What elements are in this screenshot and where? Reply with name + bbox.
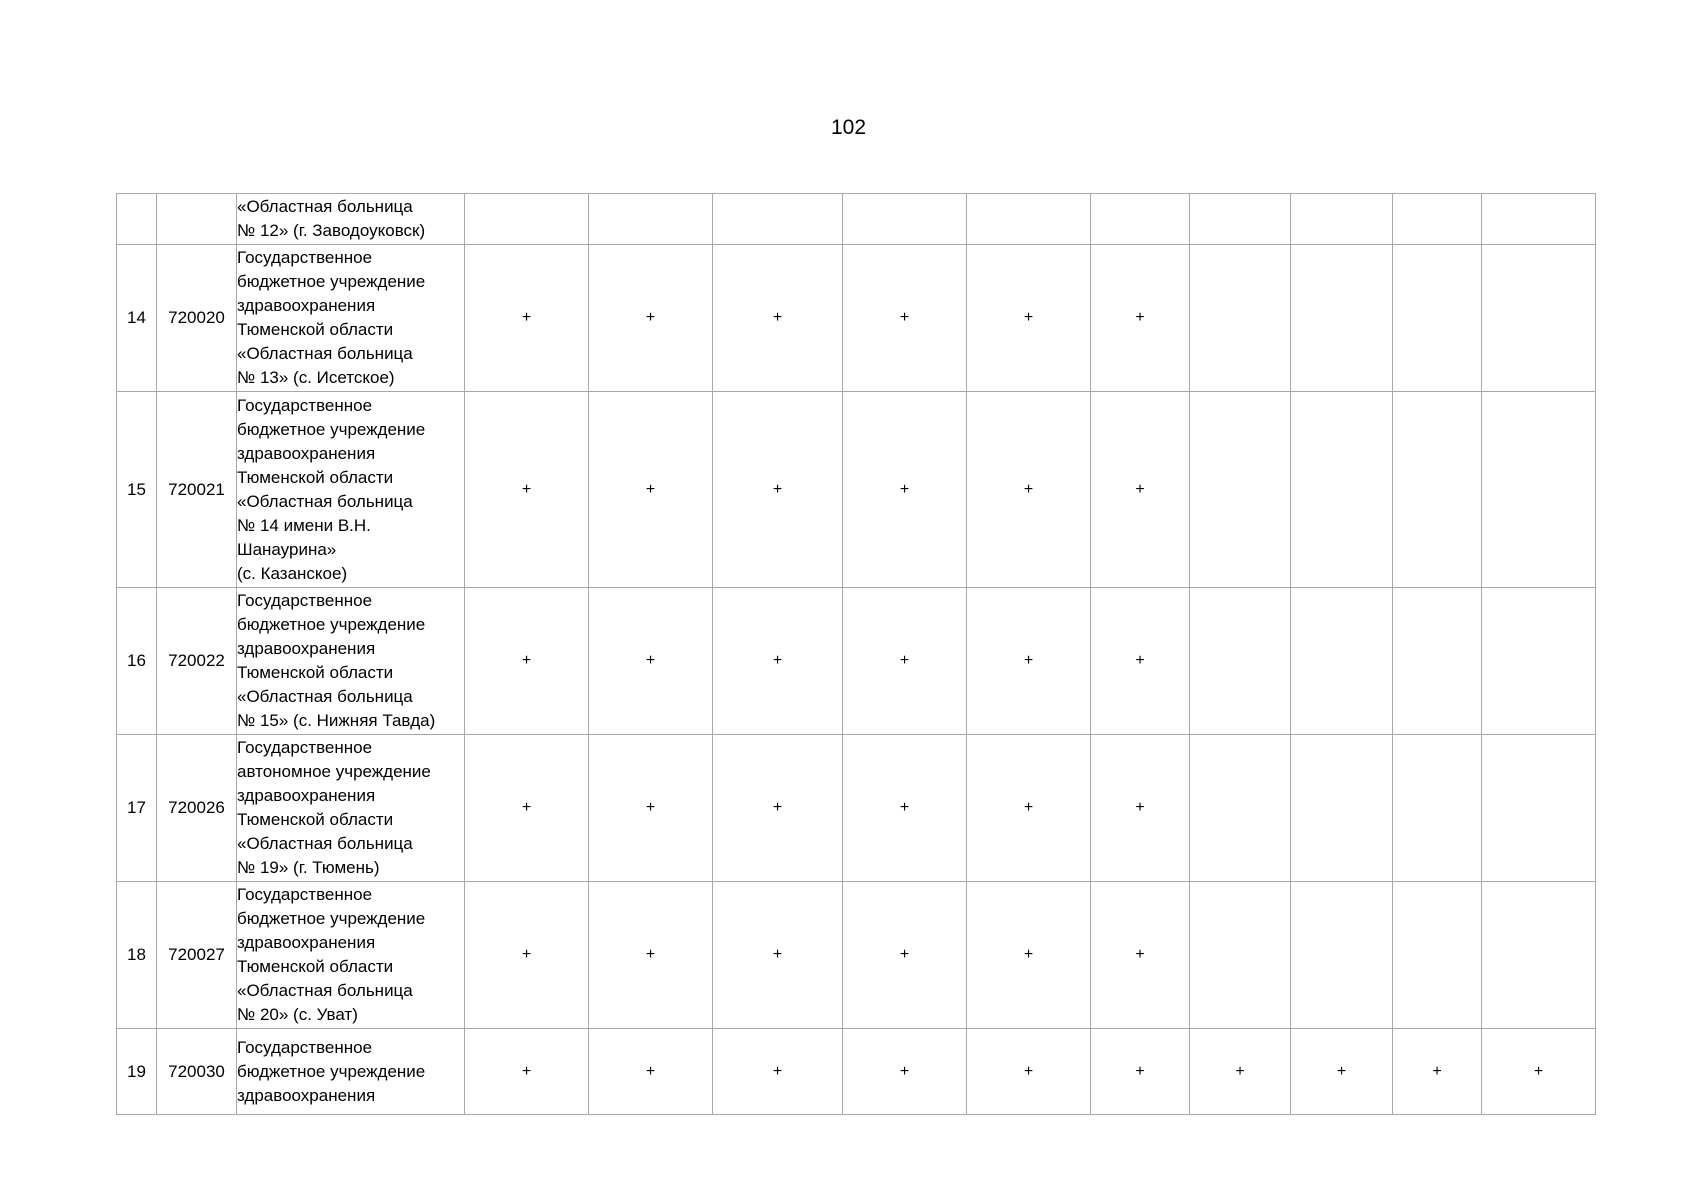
mark-cell: + (713, 882, 843, 1029)
mark-cell (1190, 392, 1291, 588)
mark-cell (967, 194, 1091, 245)
mark-cell (1190, 588, 1291, 735)
table-row (117, 194, 1596, 245)
mark-cell (1393, 194, 1482, 245)
data-table (116, 193, 1596, 1115)
mark-cell (1190, 882, 1291, 1029)
mark-cell: + (713, 588, 843, 735)
mark-cell: + (843, 882, 967, 1029)
mark-cell: + (1091, 245, 1190, 392)
mark-cell: + (843, 1029, 967, 1115)
organization-name: «Областная больница № 12» (г. Заводоуковск) (237, 194, 465, 245)
table-row (117, 735, 1596, 882)
mark-cell: + (713, 1029, 843, 1115)
table-row (117, 245, 1596, 392)
organization-code: 720020 (157, 245, 237, 392)
mark-cell: + (967, 588, 1091, 735)
mark-cell (465, 194, 589, 245)
mark-cell (1482, 588, 1596, 735)
organization-code: 720026 (157, 735, 237, 882)
mark-cell: + (843, 588, 967, 735)
mark-cell: + (967, 882, 1091, 1029)
mark-cell (1393, 735, 1482, 882)
mark-cell (1482, 735, 1596, 882)
mark-cell (1393, 882, 1482, 1029)
table-row (117, 588, 1596, 735)
mark-cell (1482, 882, 1596, 1029)
row-number: 18 (117, 882, 157, 1029)
mark-cell (1291, 588, 1393, 735)
mark-cell: + (465, 392, 589, 588)
organization-name: Государственное бюджетное учреждение здравоохранения Тюменской области «Областная больница № 20» (с. Уват) (237, 882, 465, 1029)
mark-cell: + (713, 735, 843, 882)
mark-cell: + (967, 245, 1091, 392)
mark-cell: + (465, 245, 589, 392)
mark-cell (589, 194, 713, 245)
mark-cell (1190, 194, 1291, 245)
row-number: 15 (117, 392, 157, 588)
mark-cell (1291, 735, 1393, 882)
organization-code: 720021 (157, 392, 237, 588)
row-number: 16 (117, 588, 157, 735)
mark-cell: + (465, 882, 589, 1029)
mark-cell: + (1393, 1029, 1482, 1115)
mark-cell: + (843, 245, 967, 392)
mark-cell: + (713, 245, 843, 392)
mark-cell (1393, 392, 1482, 588)
organization-code: 720027 (157, 882, 237, 1029)
mark-cell: + (589, 392, 713, 588)
organization-name: Государственное бюджетное учреждение здравоохранения (237, 1029, 465, 1115)
mark-cell (1091, 194, 1190, 245)
mark-cell (1291, 392, 1393, 588)
mark-cell: + (1291, 1029, 1393, 1115)
mark-cell: + (967, 392, 1091, 588)
mark-cell (1393, 245, 1482, 392)
row-number (117, 194, 157, 245)
mark-cell (843, 194, 967, 245)
mark-cell: + (1091, 1029, 1190, 1115)
organization-name: Государственное бюджетное учреждение здравоохранения Тюменской области «Областная больница № 13» (с. Исетское) (237, 245, 465, 392)
mark-cell: + (589, 882, 713, 1029)
mark-cell (1190, 735, 1291, 882)
mark-cell: + (1091, 735, 1190, 882)
organization-code: 720022 (157, 588, 237, 735)
mark-cell: + (843, 392, 967, 588)
table-row (117, 1029, 1596, 1115)
mark-cell: + (589, 588, 713, 735)
mark-cell: + (1091, 588, 1190, 735)
mark-cell (713, 194, 843, 245)
mark-cell: + (1091, 882, 1190, 1029)
row-number: 17 (117, 735, 157, 882)
mark-cell: + (589, 735, 713, 882)
mark-cell: + (1190, 1029, 1291, 1115)
mark-cell: + (713, 392, 843, 588)
mark-cell (1291, 194, 1393, 245)
table-row (117, 882, 1596, 1029)
organization-code: 720030 (157, 1029, 237, 1115)
table-row (117, 392, 1596, 588)
mark-cell (1291, 882, 1393, 1029)
mark-cell (1291, 245, 1393, 392)
row-number: 14 (117, 245, 157, 392)
mark-cell (1482, 194, 1596, 245)
mark-cell (1190, 245, 1291, 392)
mark-cell: + (465, 588, 589, 735)
mark-cell (1482, 392, 1596, 588)
organization-code (157, 194, 237, 245)
mark-cell: + (843, 735, 967, 882)
mark-cell: + (1091, 392, 1190, 588)
organization-name: Государственное бюджетное учреждение здравоохранения Тюменской области «Областная больница № 14 имени В.Н. Шанаурина» (с. Казанское) (237, 392, 465, 588)
mark-cell: + (465, 1029, 589, 1115)
mark-cell: + (465, 735, 589, 882)
mark-cell: + (967, 735, 1091, 882)
mark-cell: + (589, 245, 713, 392)
mark-cell: + (1482, 1029, 1596, 1115)
row-number: 19 (117, 1029, 157, 1115)
organization-name: Государственное автономное учреждение здравоохранения Тюменской области «Областная больница № 19» (г. Тюмень) (237, 735, 465, 882)
mark-cell (1482, 245, 1596, 392)
mark-cell (1393, 588, 1482, 735)
mark-cell: + (589, 1029, 713, 1115)
organization-name: Государственное бюджетное учреждение здравоохранения Тюменской области «Областная больница № 15» (с. Нижняя Тавда) (237, 588, 465, 735)
mark-cell: + (967, 1029, 1091, 1115)
page-number: 102 (830, 116, 867, 139)
